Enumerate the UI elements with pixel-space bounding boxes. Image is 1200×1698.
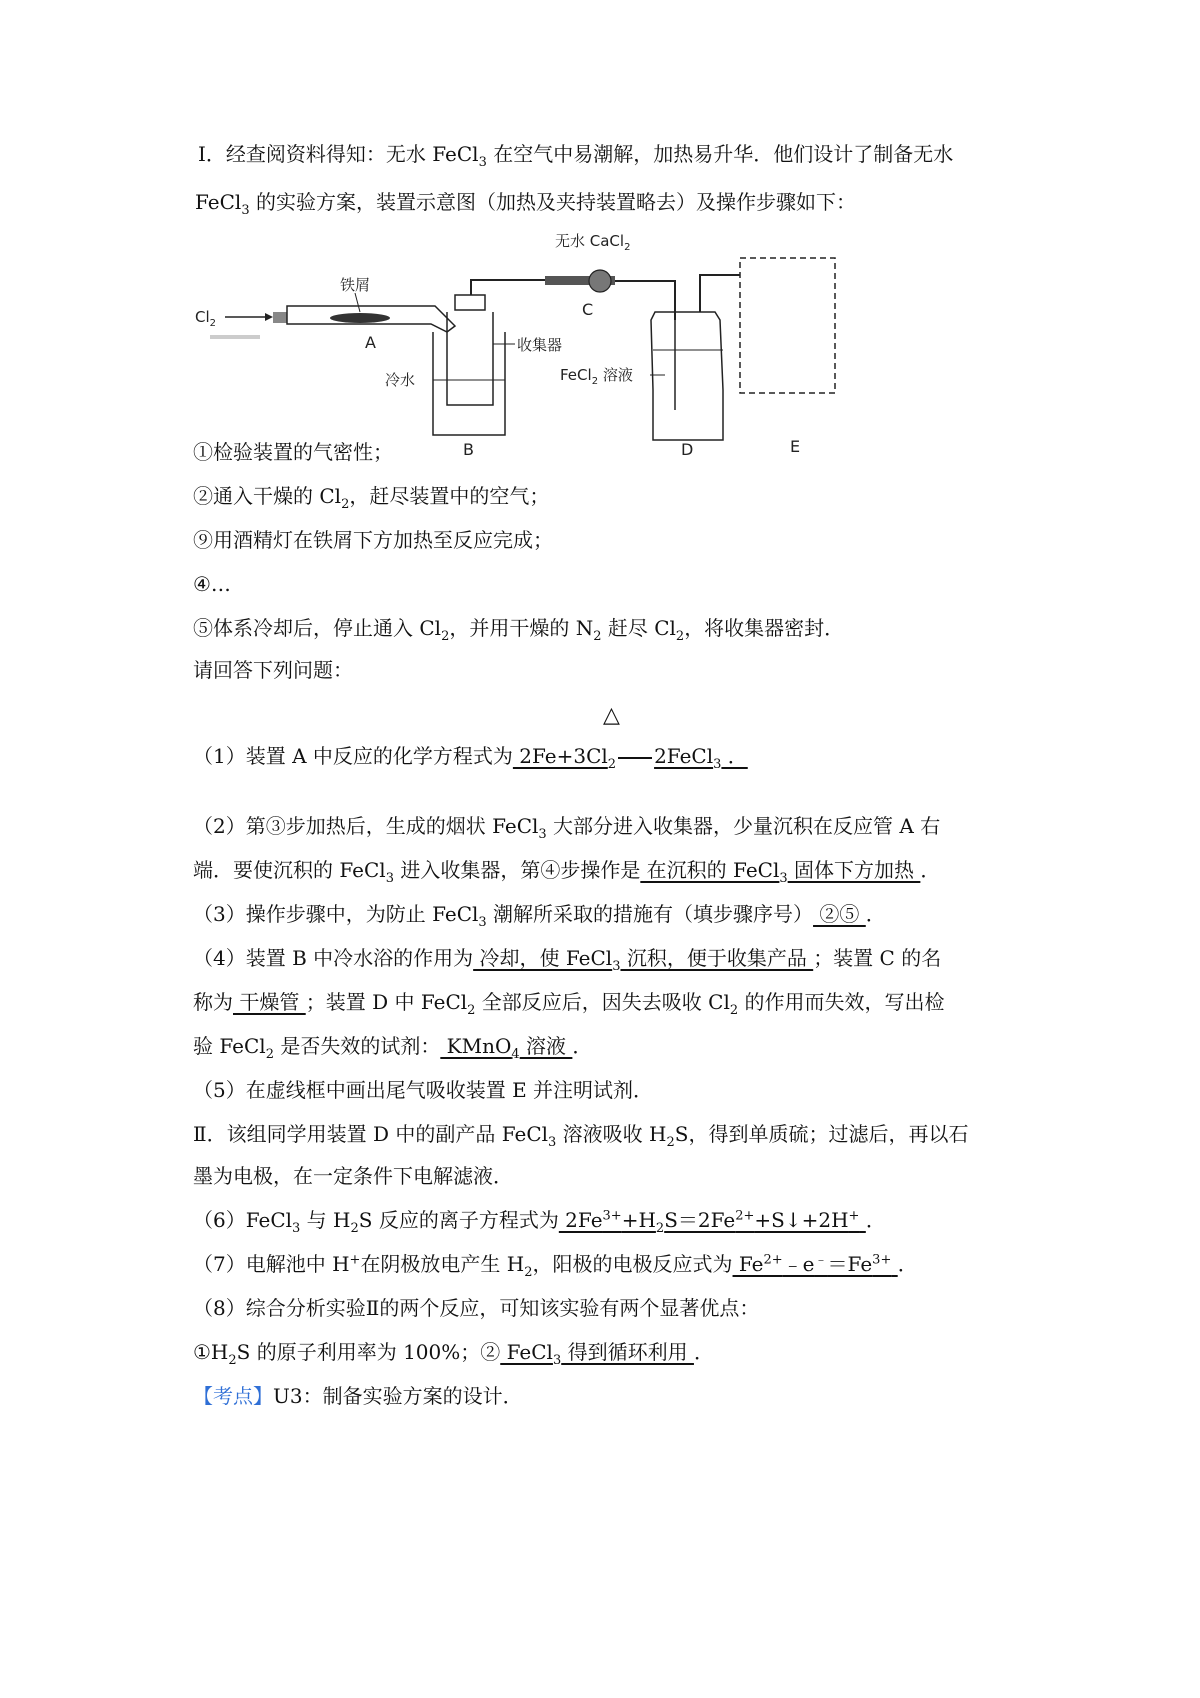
collector-label: 收集器: [517, 336, 563, 354]
cl2-label: $Cl_2$: [195, 308, 217, 329]
answer-2: 在沉积的 FeCl$_3$ 固体下方加热: [640, 858, 921, 886]
apparatus-diagram: [195, 232, 945, 459]
question-4-line-3: 验 FeCl$_2$ 是否失效的试剂： KMnO$_4$ 溶液 ．: [193, 1034, 593, 1062]
step-1: ①检验装置的气密性；: [193, 440, 393, 464]
knowledge-point-label: 【考点】: [193, 1384, 273, 1408]
question-8-line-2: $①H_2S$ 的原子利用率为 100%；② FeCl$_3$ 得到循环利用 ．: [193, 1340, 714, 1368]
part-2-line-2: 墨为电极，在一定条件下电解滤液．: [193, 1164, 513, 1188]
intro-text: Ⅰ．经查阅资料得知：无水 FeCl: [198, 142, 479, 166]
intro-text: 的实验方案，装置示意图（加热及夹持装置略去）及操作步骤如下：: [249, 190, 856, 214]
question-5: （5）在虚线框中画出尾气吸收装置 E 并注明试剂．: [193, 1078, 654, 1102]
collector-stopper: [455, 295, 485, 310]
question-2-line-2: 端．要使沉积的 FeCl$_3$ 进入收集器，第④步操作是 在沉积的 FeCl$_3$ 固体下方加热 ．: [193, 858, 941, 886]
iron-filings: [330, 313, 390, 323]
step-5: ⑤体系冷却后，停止通入 $Cl_2$，并用干燥的 $N_2$ 赶尽 $Cl_2$，将收集器密封．: [193, 616, 845, 644]
label-e: E: [790, 437, 801, 456]
answer-4b: 干燥管: [233, 990, 306, 1014]
intro-line-1: [198, 140, 953, 168]
cold-water-label: 冷水: [385, 371, 416, 389]
arrow-head: [265, 313, 273, 321]
reaction-arrow: [618, 757, 652, 759]
question-3: （3）操作步骤中，为防止 FeCl$_3$ 潮解所采取的措施有（填步骤序号） ②⑤ ．: [193, 902, 886, 930]
question-1: （1）装置 A 中反应的化学方程式为 $2Fe+3Cl_2$ 2FeCl$_3$ ．: [193, 744, 748, 772]
connecting-pipe-2: [615, 281, 675, 320]
beaker-b: [433, 332, 505, 435]
answer-6: $2Fe^{3+}+H_2S=2Fe^{2+}+S↓+2H^+$: [558, 1208, 860, 1236]
part-2-line-1: Ⅱ．该组同学用装置 D 中的副产品 FeCl$_3$ 溶液吸收 $H_2S$，得到单质硫；过滤后，再以石: [193, 1122, 969, 1150]
answer-4c: KMnO$_4$ 溶液: [440, 1034, 573, 1062]
question-intro: 请回答下列问题：: [193, 658, 353, 682]
answer-8: FeCl$_3$ 得到循环利用: [500, 1340, 694, 1368]
question-6: （6）FeCl$_3$ 与 $H_2S$ 反应的离子方程式为 $2Fe^{3+}+H_2S=2Fe^{2+}+S↓+2H^+$ ．: [193, 1208, 886, 1236]
iron-label: 铁屑: [340, 276, 371, 294]
fecl2-label: FeCl$_2$ 溶液: [560, 366, 633, 387]
intro-text: FeCl: [195, 190, 242, 214]
dashed-box-e: [740, 258, 835, 393]
iron-pointer: [355, 293, 360, 312]
intro-text: 在空气中易潮解，加热易升华．他们设计了制备无水: [486, 142, 954, 166]
drying-bulb: [589, 270, 611, 292]
step-4: ④…: [193, 572, 231, 596]
heating-symbol: △: [603, 703, 620, 728]
connecting-pipe-1: [471, 280, 545, 295]
step-2: ②通入干燥的 $Cl_2$，赶尽装置中的空气；: [193, 484, 550, 512]
subscript: 3: [241, 203, 250, 218]
question-8-line-1: （8）综合分析实验Ⅱ的两个反应，可知该实验有两个显著优点：: [193, 1296, 760, 1320]
label-b: B: [463, 440, 474, 459]
step-3: ⑨用酒精灯在铁屑下方加热至反应完成；: [193, 528, 553, 552]
tube-stopper: [273, 312, 287, 323]
cacl2-label: 无水 CaCl$_2$: [555, 232, 631, 253]
question-4-line-1: （4）装置 B 中冷水浴的作用为 冷却，使 FeCl$_3$ 沉积，便于收集产品 ；装置 C 的名: [193, 946, 942, 974]
label-d: D: [681, 440, 694, 459]
question-7: （7）电解池中 H+在阴极放电产生 $H_2$，阳极的电极反应式为 $Fe^{2+}﹣e^﹣=Fe^{3+}$ ．: [193, 1252, 918, 1280]
gas-trace: [210, 335, 260, 339]
outlet-pipe-d: [700, 275, 740, 312]
answer-3: ②⑤: [813, 902, 866, 926]
answer-4a: 冷却，使 FeCl$_3$ 沉积，便于收集产品: [473, 946, 814, 974]
answer-7: $Fe^{2+}﹣e^﹣=Fe^{3+}$: [732, 1252, 892, 1276]
question-4-line-2: 称为 干燥管 ；装置 D 中 FeCl$_2$ 全部反应后，因失去吸收 $Cl_2$ 的作用而失效，写出检: [193, 990, 945, 1018]
label-c: C: [582, 300, 594, 319]
knowledge-point: [193, 1382, 523, 1410]
answer-1-left: $2Fe+3Cl_2$: [512, 744, 617, 772]
subscript: 3: [478, 155, 487, 170]
intro-line-2: [195, 188, 856, 216]
question-2-line-1: （2）第③步加热后，生成的烟状 FeCl$_3$ 大部分进入收集器，少量沉积在反应管 A 右: [193, 814, 941, 842]
bottle-d: [651, 312, 723, 440]
knowledge-point-text: U3：制备实验方案的设计．: [273, 1384, 523, 1408]
label-a: A: [365, 333, 376, 352]
answer-1-right: 2FeCl$_3$ ．: [654, 744, 748, 772]
